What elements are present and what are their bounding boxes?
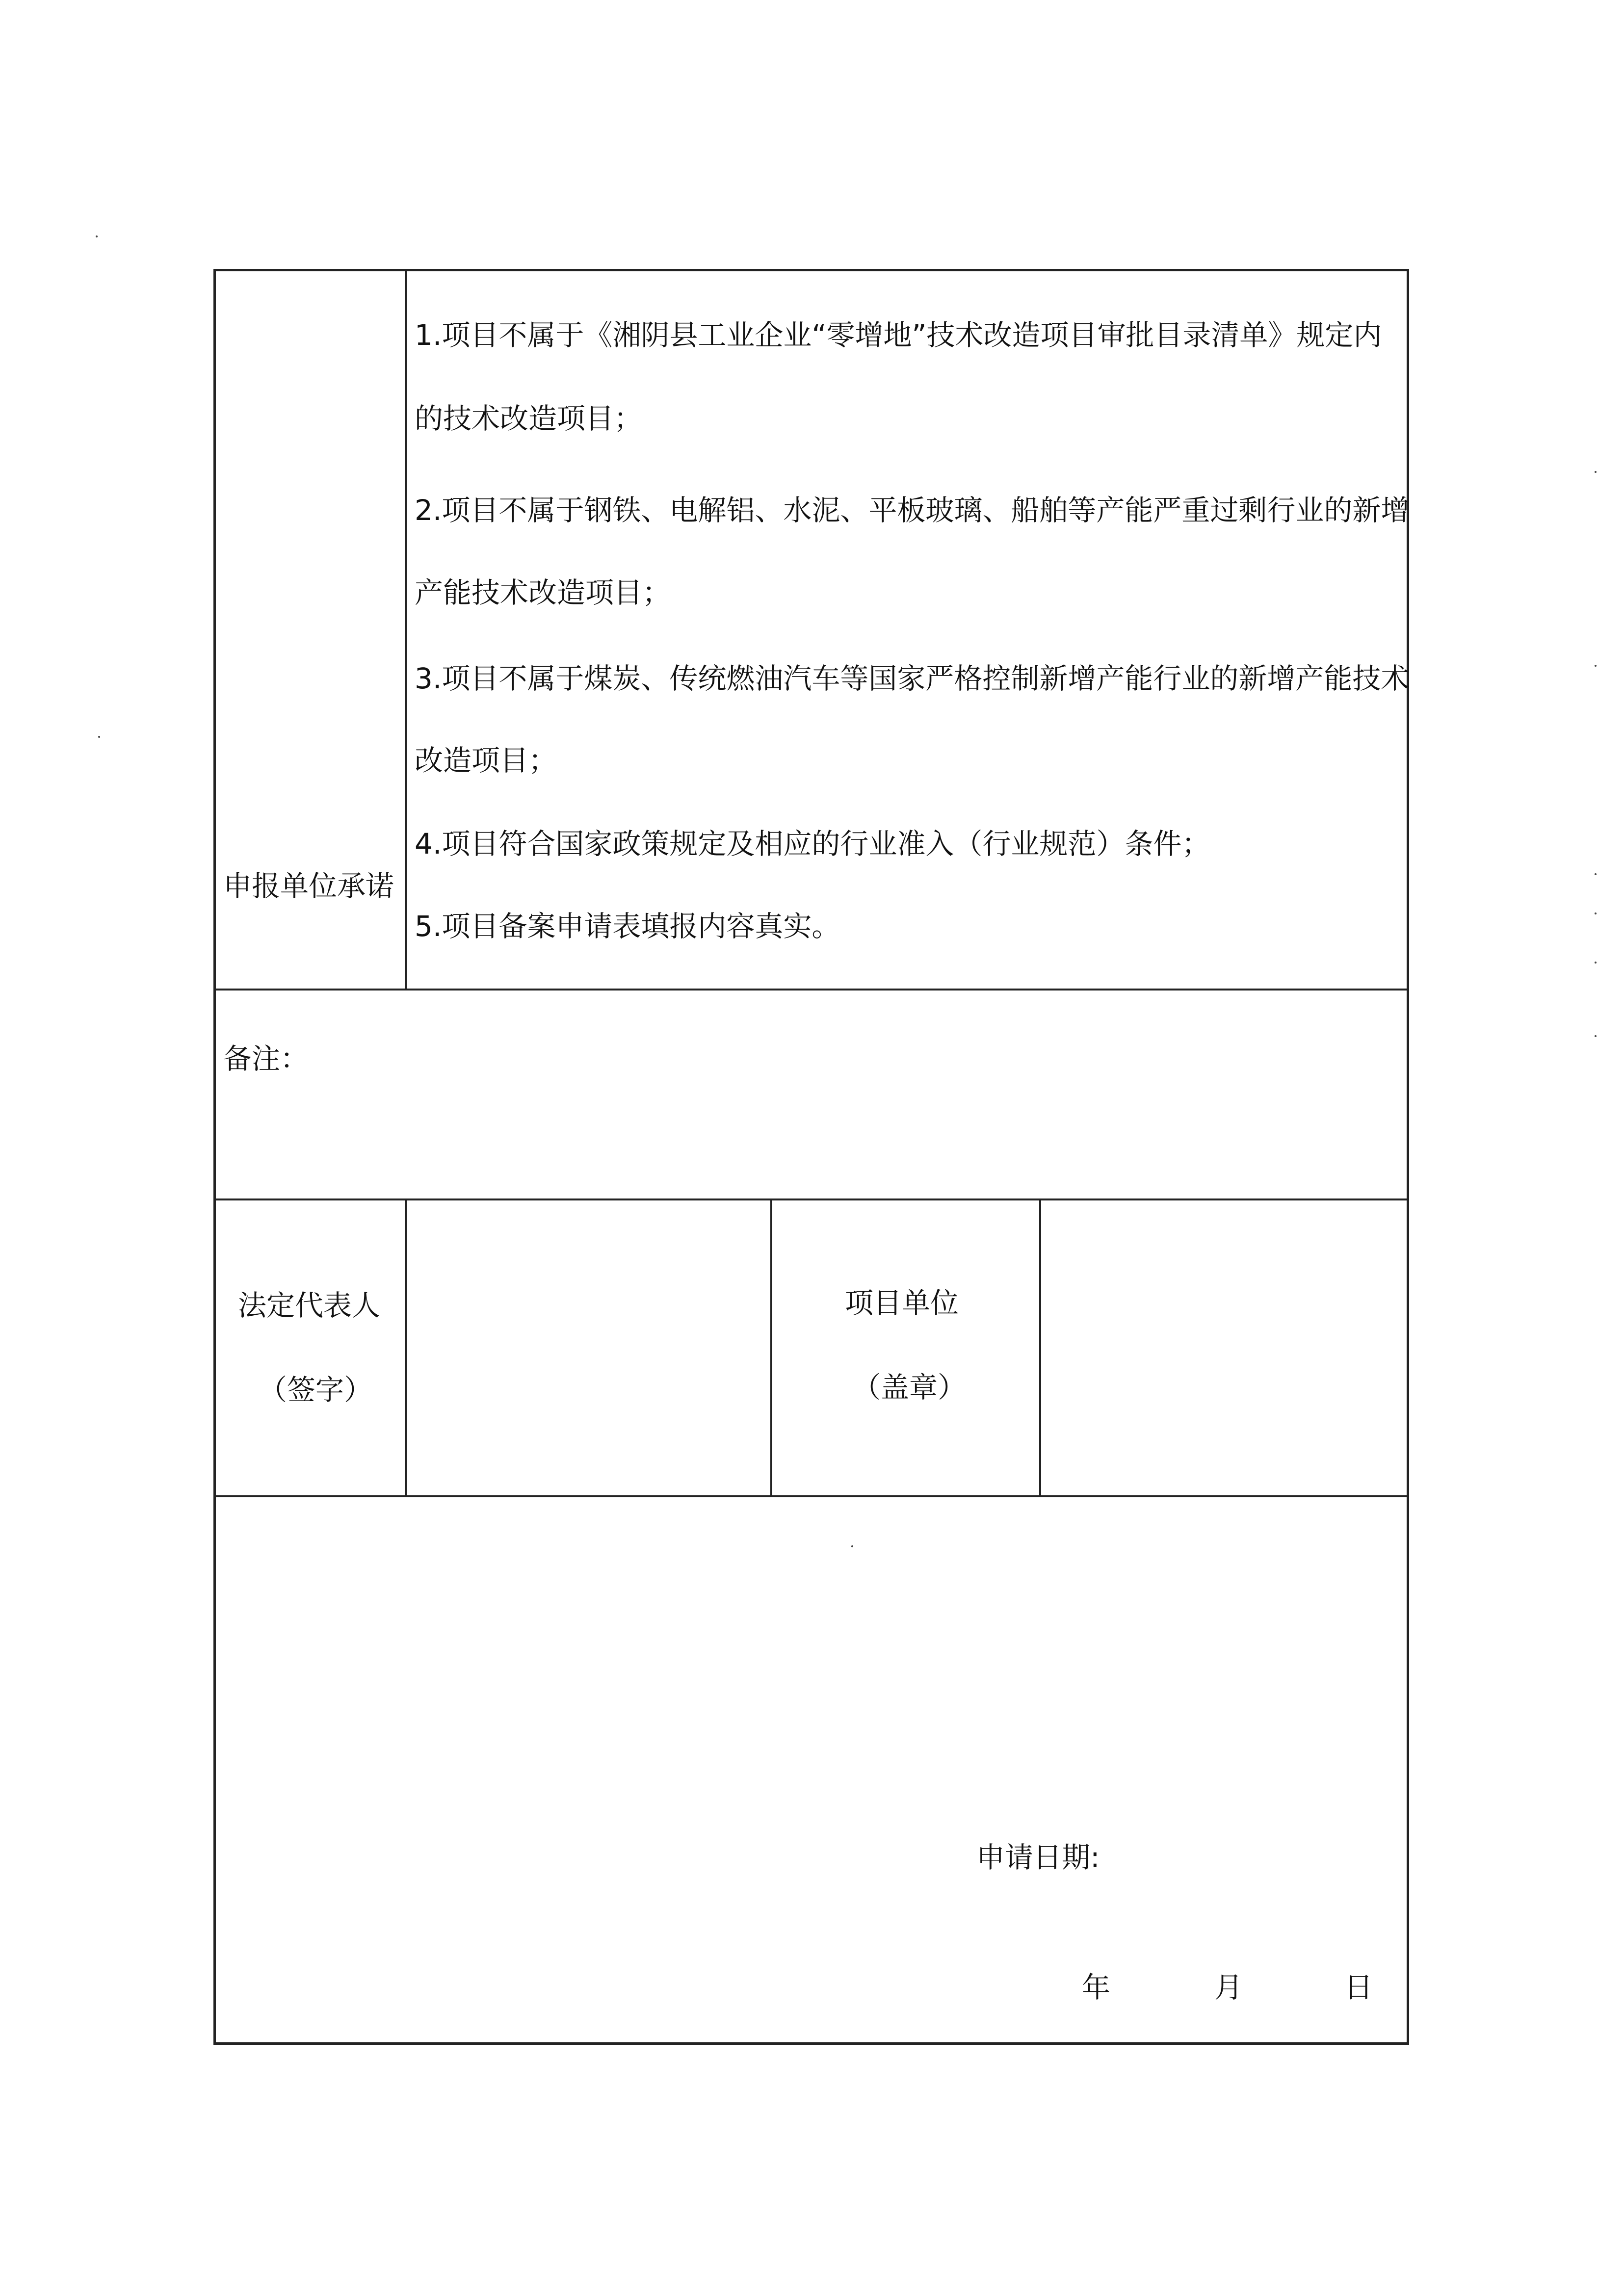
remarks-label: 备注： [223, 1042, 309, 1075]
date-year: 年 [1082, 1971, 1111, 2004]
scan-speck [98, 736, 100, 738]
application-date-label: 申请日期: [976, 1841, 1100, 1874]
clause-4: 4.项目符合国家政策规定及相应的行业准入（行业规范）条件； [415, 827, 1210, 860]
scan-speck [1595, 962, 1597, 964]
clause-2-line-1: 2.项目不属于钢铁、电解铝、水泥、平板玻璃、船舶等产能严重过剩行业的新增 [415, 494, 1410, 527]
scan-speck [96, 235, 98, 237]
application-form-table [213, 269, 1409, 2045]
commitment-label: 申报单位承诺 [223, 869, 394, 903]
clause-2-line-2: 产能技术改造项目； [415, 576, 671, 609]
scan-speck [1595, 1035, 1597, 1037]
project-unit-label: 项目单位 [845, 1286, 959, 1320]
row-divider-3 [216, 1495, 1407, 1497]
signature-divider-2 [770, 1199, 772, 1495]
clause-1-line-2: 的技术改造项目； [415, 402, 643, 435]
clause-5: 5.项目备案申请表填报内容真实。 [415, 910, 840, 943]
project-unit-seal-area[interactable] [1041, 1200, 1407, 1495]
commitment-divider [405, 271, 407, 989]
row-divider-1 [216, 989, 1407, 990]
clause-3-line-2: 改造项目； [415, 744, 557, 777]
scan-speck [1595, 471, 1597, 473]
project-unit-note: （盖章） [852, 1371, 967, 1404]
legal-rep-label: 法定代表人 [238, 1289, 381, 1322]
clause-3-line-1: 3.项目不属于煤炭、传统燃油汽车等国家严格控制新增产能行业的新增产能技术 [415, 662, 1410, 695]
scan-speck [1595, 873, 1597, 875]
date-month: 月 [1214, 1971, 1243, 2004]
legal-rep-signature-area[interactable] [407, 1200, 770, 1495]
scan-speck [1595, 912, 1597, 914]
clause-1-line-1: 1.项目不属于《湘阴县工业企业“零增地”技术改造项目审批目录清单》规定内 [415, 318, 1382, 352]
legal-rep-note: （签字） [259, 1373, 373, 1407]
scan-speck [851, 1545, 853, 1547]
scan-speck [1595, 665, 1597, 667]
date-day: 日 [1344, 1971, 1373, 2004]
